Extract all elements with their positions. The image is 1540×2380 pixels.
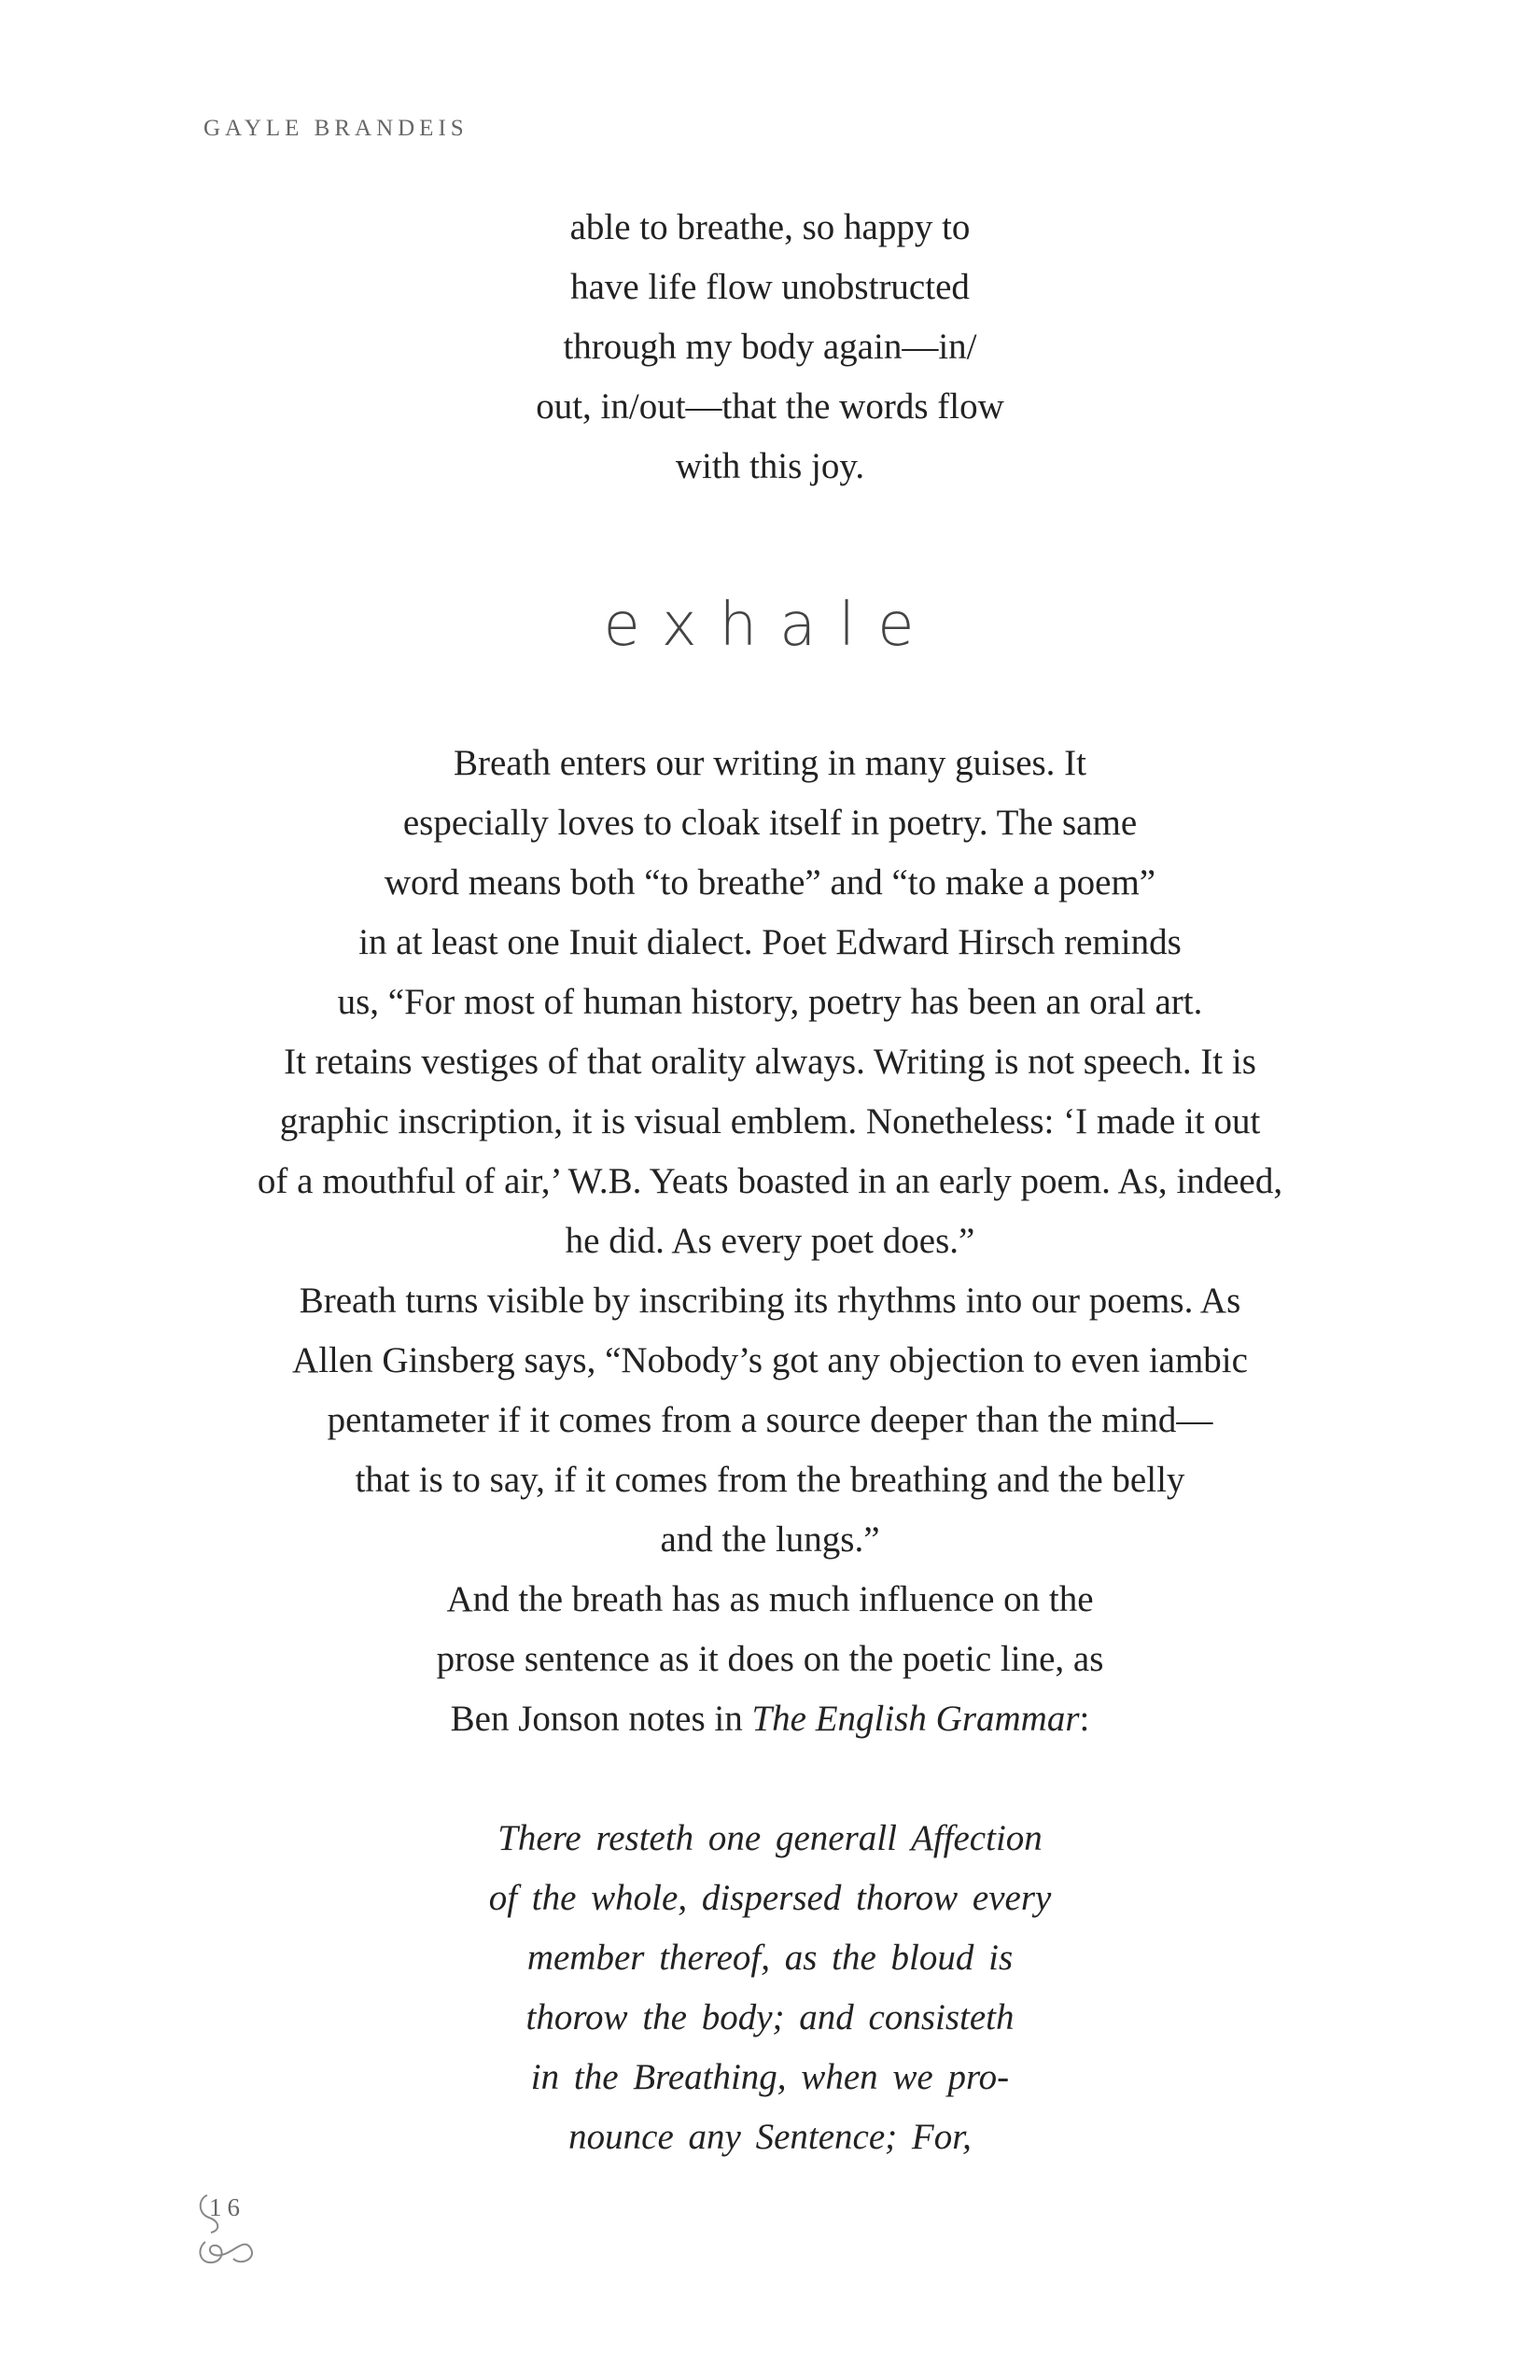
quote-line: thorow the body; and consisteth bbox=[525, 1997, 1015, 2037]
text-line: out, in/out—that the words flow bbox=[536, 386, 1004, 427]
text-line: It retains vestiges of that orality always. Writing is not speech. It is bbox=[284, 1042, 1256, 1082]
text-line: graphic inscription, it is visual emblem. Nonetheless: ‘I made it out bbox=[279, 1101, 1261, 1141]
block-quote bbox=[0, 1809, 1540, 2167]
text-line: have life flow unobstructed bbox=[570, 267, 970, 307]
text-line: of a mouthful of air,’ W.B. Yeats boasted in an early poem. As, indeed, bbox=[257, 1161, 1283, 1201]
text-line: in at least one Inuit dialect. Poet Edward Hirsch reminds bbox=[358, 922, 1182, 962]
text-line: especially loves to cloak itself in poetry. The same bbox=[402, 803, 1138, 843]
text-line: able to breathe, so happy to bbox=[569, 207, 971, 247]
quote-line: member thereof, as the bloud is bbox=[526, 1938, 1014, 1978]
quote-line: in the Breathing, when we pro- bbox=[530, 2057, 1010, 2097]
text-line: and the lungs.” bbox=[660, 1519, 880, 1560]
citation-prefix: Ben Jonson notes in bbox=[450, 1699, 752, 1739]
quote-line: There resteth one generall Affection bbox=[497, 1818, 1043, 1858]
running-head: GAYLE BRANDEIS bbox=[203, 116, 469, 141]
text-line: he did. As every poet does.” bbox=[565, 1221, 975, 1261]
text-line: Breath enters our writing in many guises. It bbox=[453, 743, 1087, 783]
text-line: pentameter if it comes from a source deeper than the mind— bbox=[327, 1400, 1213, 1440]
page-number: 16 bbox=[209, 2193, 245, 2221]
quote-line: nounce any Sentence; For, bbox=[568, 2117, 972, 2157]
text-line: us, “For most of human history, poetry has been an oral art. bbox=[337, 982, 1203, 1022]
text-line: through my body again—in/ bbox=[563, 327, 977, 367]
text-line: Allen Ginsberg says, “Nobody’s got any objection to even iambic bbox=[292, 1340, 1248, 1380]
section-title: exhale bbox=[603, 591, 937, 660]
quote-line: of the whole, dispersed thorow every bbox=[488, 1878, 1052, 1918]
text-line: word means both “to breathe” and “to make a poem” bbox=[384, 862, 1156, 903]
text-line: And the breath has as much influence on the bbox=[446, 1579, 1094, 1619]
citation-suffix: : bbox=[1079, 1699, 1090, 1739]
body-passage bbox=[0, 734, 1540, 1749]
citation-line bbox=[0, 1689, 1540, 1749]
text-line: Breath turns visible by inscribing its rhythms into our poems. As bbox=[299, 1281, 1241, 1321]
opening-passage bbox=[0, 198, 1540, 497]
text-line: with this joy. bbox=[675, 446, 865, 486]
text-line: prose sentence as it does on the poetic line, as bbox=[436, 1639, 1104, 1679]
book-title: The English Grammar bbox=[751, 1699, 1080, 1739]
text-line: that is to say, if it comes from the breathing and the belly bbox=[355, 1460, 1185, 1500]
